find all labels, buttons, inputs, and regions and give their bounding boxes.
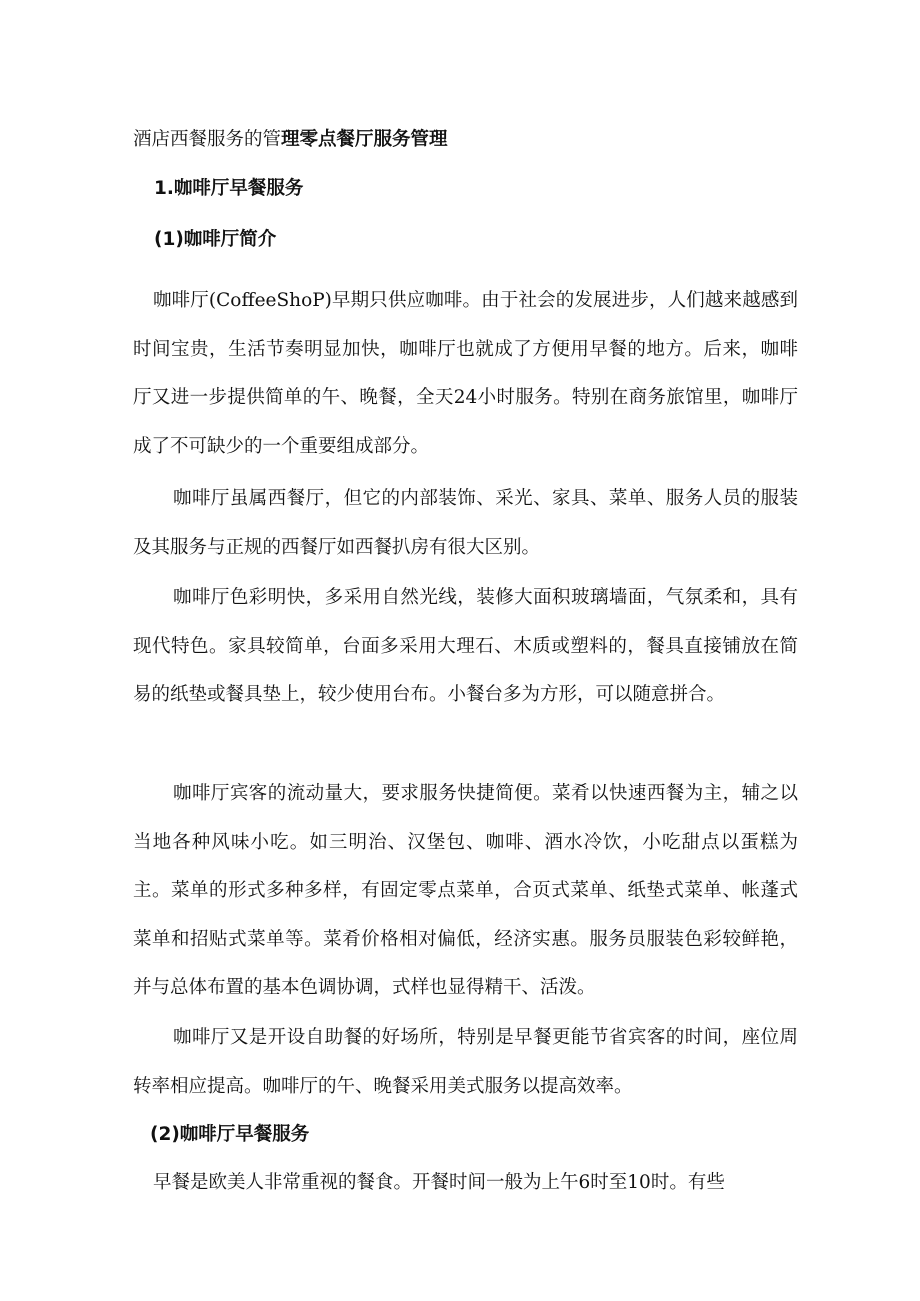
paragraph-3: 咖啡厅色彩明快，多采用自然光线，装修大面积玻璃墙面，气氛柔和，具有现代特色。家具较简单，台面多采用大理石、木质或塑料的，餐具直接铺放在简易的纸垫或餐具垫上，较少使用台布。小餐台多为方形，可以随意拼合。 (133, 587, 798, 705)
paragraph-6: 早餐是欧美人非常重视的餐食。开餐时间一般为上午6时至10时。有些 (153, 1172, 725, 1193)
paragraph-2: 咖啡厅虽属西餐厅，但它的内部装饰、采光、家具、菜单、服务人员的服装及其服务与正规的西餐厅如西餐扒房有很大区别。 (133, 488, 798, 558)
section-heading-1: 1.咖啡厅早餐服务 (154, 178, 304, 199)
title-plain-part: 酒店西餐服务的管 (133, 129, 282, 150)
subsection-heading-1: (1)咖啡厅简介 (154, 229, 277, 250)
document-title (133, 128, 448, 152)
paragraph-5: 咖啡厅又是开设自助餐的好场所，特别是早餐更能节省宾客的时间，座位周转率相应提高。咖啡厅的午、晚餐采用美式服务以提高效率。 (133, 1027, 798, 1097)
paragraph-4: 咖啡厅宾客的流动量大，要求服务快捷简便。菜肴以快速西餐为主，辅之以当地各种风味小吃。如三明治、汉堡包、咖啡、酒水冷饮，小吃甜点以蛋糕为主。菜单的形式多种多样，有固定零点菜单，合页式菜单、纸垫式菜单、帐蓬式菜单和招贴式菜单等。菜肴价格相对偏低，经济实惠。服务员服装色彩较鲜艳，并与总体布置的基本色调协调，式样也显得精干、活泼。 (133, 783, 798, 998)
title-bold-part: 理零点餐厅服务管理 (281, 129, 448, 150)
paragraph-1: 咖啡厅(CoffeeShoP)早期只供应咖啡。由于社会的发展进步，人们越来越感到时间宝贵，生活节奏明显加快，咖啡厅也就成了方便用早餐的地方。后来，咖啡厅又进一步提供简单的午、晚餐，全天24小时服务。特别在商务旅馆里，咖啡厅成了不可缺少的一个重要组成部分。 (133, 290, 798, 457)
subsection-heading-2: (2)咖啡厅早餐服务 (150, 1124, 310, 1145)
